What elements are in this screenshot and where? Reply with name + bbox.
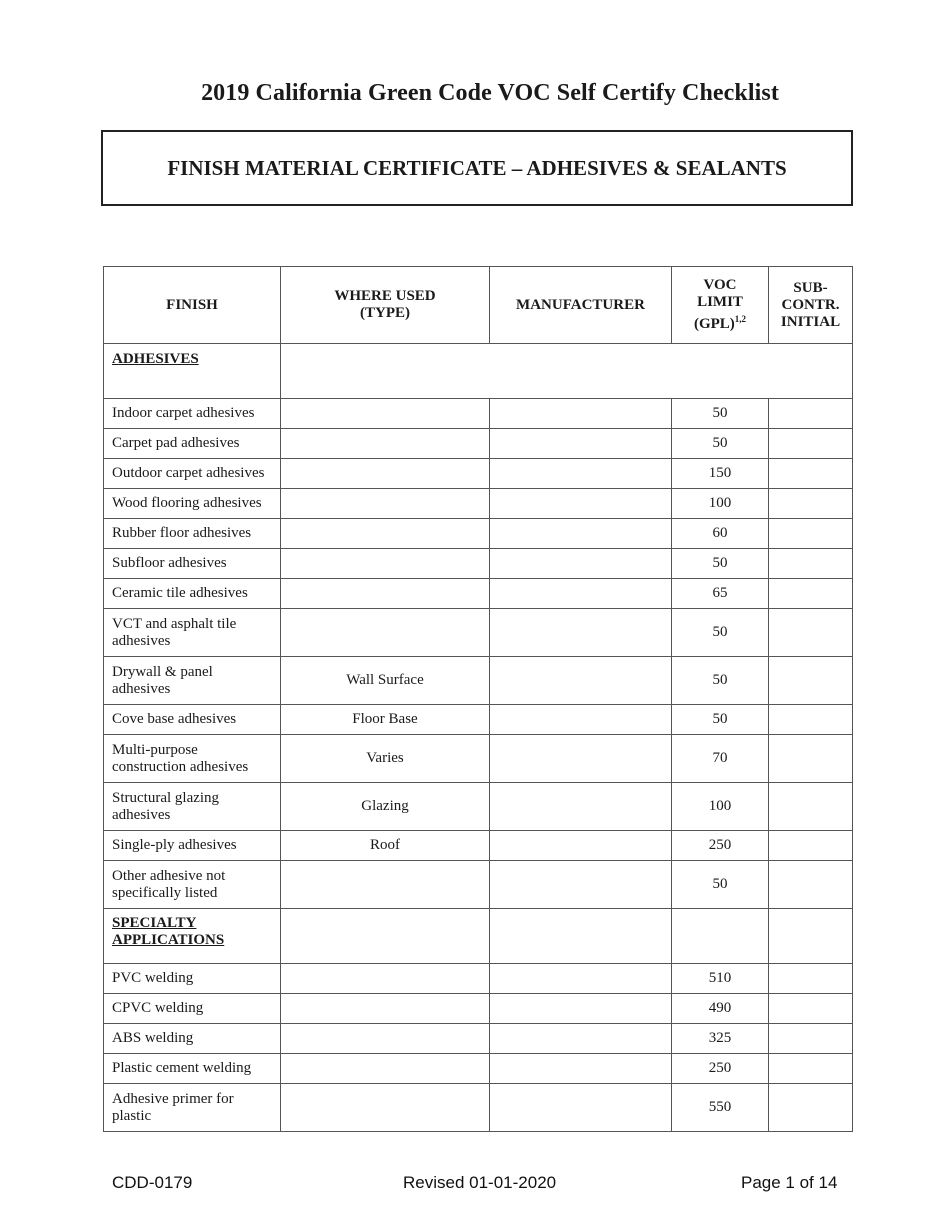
voc-limit-cell: 50: [672, 705, 769, 735]
manufacturer-cell[interactable]: [490, 783, 672, 831]
where-used-cell[interactable]: [281, 519, 490, 549]
where-used-cell[interactable]: [281, 1054, 490, 1084]
where-used-cell[interactable]: [281, 579, 490, 609]
where-used-cell[interactable]: [281, 994, 490, 1024]
finish-cell: Plastic cement welding: [104, 1054, 281, 1084]
where-used-cell[interactable]: [281, 964, 490, 994]
manufacturer-cell[interactable]: [490, 1084, 672, 1132]
voc-limit-cell: 50: [672, 399, 769, 429]
manufacturer-cell[interactable]: [490, 459, 672, 489]
voc-limit-cell: 50: [672, 429, 769, 459]
finish-cell: Structural glazing adhesives: [104, 783, 281, 831]
finish-cell: Outdoor carpet adhesives: [104, 459, 281, 489]
initial-cell[interactable]: [769, 735, 853, 783]
where-used-line-1: WHERE USED: [334, 288, 436, 304]
initial-cell[interactable]: [769, 1084, 853, 1132]
manufacturer-cell[interactable]: [490, 831, 672, 861]
table-row: [104, 519, 853, 549]
voc-limit-cell: 70: [672, 735, 769, 783]
finish-cell: Drywall & panel adhesives: [104, 657, 281, 705]
finish-cell: Wood flooring adhesives: [104, 489, 281, 519]
where-used-cell[interactable]: [281, 609, 490, 657]
finish-cell: VCT and asphalt tile adhesives: [104, 609, 281, 657]
table-row: [104, 429, 853, 459]
voc-checklist-table: [103, 266, 853, 1132]
initial-cell[interactable]: [769, 1024, 853, 1054]
where-used-cell[interactable]: [281, 549, 490, 579]
voc-limit-cell: 50: [672, 609, 769, 657]
manufacturer-cell[interactable]: [490, 399, 672, 429]
initial-cell[interactable]: [769, 459, 853, 489]
finish-cell: Other adhesive not specifically listed: [104, 861, 281, 909]
initial-cell[interactable]: [769, 579, 853, 609]
where-used-cell[interactable]: Roof: [281, 831, 490, 861]
where-used-cell[interactable]: Glazing: [281, 783, 490, 831]
table-row: [104, 657, 853, 705]
manufacturer-cell[interactable]: [490, 705, 672, 735]
table-row: [104, 399, 853, 429]
voc-limit-cell: 100: [672, 489, 769, 519]
col-header-voc-limit: [672, 267, 769, 344]
manufacturer-cell[interactable]: [490, 994, 672, 1024]
initial-cell[interactable]: [769, 609, 853, 657]
initial-cell[interactable]: [769, 861, 853, 909]
where-used-cell[interactable]: [281, 399, 490, 429]
certificate-banner: FINISH MATERIAL CERTIFICATE – ADHESIVES & SEALANTS: [101, 130, 853, 206]
table-row: [104, 1024, 853, 1054]
manufacturer-cell[interactable]: [490, 429, 672, 459]
initial-cell[interactable]: [769, 783, 853, 831]
where-used-cell[interactable]: [281, 1084, 490, 1132]
section-row-specialty: [104, 909, 853, 964]
form-code: CDD-0179: [112, 1173, 193, 1192]
finish-cell: Carpet pad adhesives: [104, 429, 281, 459]
initial-cell[interactable]: [769, 831, 853, 861]
initial-cell[interactable]: [769, 519, 853, 549]
finish-cell: Subfloor adhesives: [104, 549, 281, 579]
col-header-finish: FINISH: [104, 267, 281, 344]
voc-limit-cell: 510: [672, 964, 769, 994]
initial-cell[interactable]: [769, 399, 853, 429]
col-header-where-used: [281, 267, 490, 344]
voc-limit-cell: [672, 909, 769, 964]
initial-cell[interactable]: [769, 964, 853, 994]
voc-limit-cell: 490: [672, 994, 769, 1024]
where-used-cell[interactable]: [281, 429, 490, 459]
initial-cell[interactable]: [769, 994, 853, 1024]
page-number: Page 1 of 14: [741, 1173, 838, 1192]
col-header-sub-initial: [769, 267, 853, 344]
section-heading-specialty: SPECIALTY APPLICATIONS: [104, 909, 281, 964]
manufacturer-cell: [490, 909, 672, 964]
table-row: [104, 489, 853, 519]
where-used-cell[interactable]: [281, 459, 490, 489]
table-row: [104, 1084, 853, 1132]
where-used-cell: [281, 909, 490, 964]
table-row: [104, 1054, 853, 1084]
sub-line-2: CONTR.: [781, 296, 840, 313]
manufacturer-cell[interactable]: [490, 519, 672, 549]
manufacturer-cell[interactable]: [490, 964, 672, 994]
col-header-manufacturer: MANUFACTURER: [490, 267, 672, 344]
initial-cell[interactable]: [769, 489, 853, 519]
finish-cell: Single-ply adhesives: [104, 831, 281, 861]
voc-limit-cell: 150: [672, 459, 769, 489]
page-title: 2019 California Green Code VOC Self Certify Checklist: [201, 80, 779, 106]
initial-cell[interactable]: [769, 705, 853, 735]
where-used-cell[interactable]: Wall Surface: [281, 657, 490, 705]
finish-cell: PVC welding: [104, 964, 281, 994]
initial-cell[interactable]: [769, 549, 853, 579]
initial-cell: [769, 909, 853, 964]
initial-cell[interactable]: [769, 1054, 853, 1084]
finish-cell: Cove base adhesives: [104, 705, 281, 735]
table-row: [104, 831, 853, 861]
voc-footnote-ref: 1,2: [734, 314, 747, 324]
table-row: [104, 994, 853, 1024]
finish-cell: CPVC welding: [104, 994, 281, 1024]
table-row: [104, 579, 853, 609]
initial-cell[interactable]: [769, 657, 853, 705]
finish-cell: Indoor carpet adhesives: [104, 399, 281, 429]
voc-limit-cell: 550: [672, 1084, 769, 1132]
where-used-cell[interactable]: [281, 1024, 490, 1054]
manufacturer-cell[interactable]: [490, 579, 672, 609]
table-row: [104, 549, 853, 579]
voc-limit-cell: 60: [672, 519, 769, 549]
voc-limit-cell: 50: [672, 657, 769, 705]
voc-limit-cell: 100: [672, 783, 769, 831]
manufacturer-cell[interactable]: [490, 1054, 672, 1084]
where-used-cell[interactable]: Floor Base: [281, 705, 490, 735]
manufacturer-cell[interactable]: [490, 861, 672, 909]
sub-line-3: INITIAL: [780, 313, 841, 330]
voc-limit-cell: 250: [672, 1054, 769, 1084]
voc-line-1: VOC: [703, 277, 737, 293]
table-row: [104, 705, 853, 735]
table-row: [104, 735, 853, 783]
manufacturer-cell[interactable]: [490, 489, 672, 519]
where-used-cell[interactable]: [281, 489, 490, 519]
voc-limit-cell: 325: [672, 1024, 769, 1054]
finish-cell: Adhesive primer for plastic: [104, 1084, 281, 1132]
table-row: [104, 459, 853, 489]
initial-cell[interactable]: [769, 429, 853, 459]
manufacturer-cell[interactable]: [490, 609, 672, 657]
finish-cell: Rubber floor adhesives: [104, 519, 281, 549]
where-used-cell[interactable]: Varies: [281, 735, 490, 783]
table-header-row: [104, 267, 853, 344]
finish-cell: Ceramic tile adhesives: [104, 579, 281, 609]
table-row: [104, 783, 853, 831]
sub-line-1: SUB-: [793, 279, 828, 296]
section-heading-adhesives: ADHESIVES: [104, 344, 281, 399]
voc-limit-cell: 65: [672, 579, 769, 609]
finish-cell: ABS welding: [104, 1024, 281, 1054]
voc-line-3: (GPL): [693, 316, 735, 332]
where-used-line-2: (TYPE): [360, 305, 410, 321]
voc-line-2: LIMIT: [697, 294, 743, 310]
finish-cell: Multi-purpose construction adhesives: [104, 735, 281, 783]
revision-date: Revised 01-01-2020: [403, 1173, 557, 1192]
voc-limit-cell: 250: [672, 831, 769, 861]
section-blank-cell: [281, 344, 853, 399]
voc-limit-cell: 50: [672, 549, 769, 579]
table-row: [104, 861, 853, 909]
manufacturer-cell[interactable]: [490, 657, 672, 705]
table-row: [104, 609, 853, 657]
manufacturer-cell[interactable]: [490, 549, 672, 579]
table-row: [104, 964, 853, 994]
manufacturer-cell[interactable]: [490, 735, 672, 783]
voc-limit-cell: 50: [672, 861, 769, 909]
manufacturer-cell[interactable]: [490, 1024, 672, 1054]
section-row-adhesives: [104, 344, 853, 399]
where-used-cell[interactable]: [281, 861, 490, 909]
